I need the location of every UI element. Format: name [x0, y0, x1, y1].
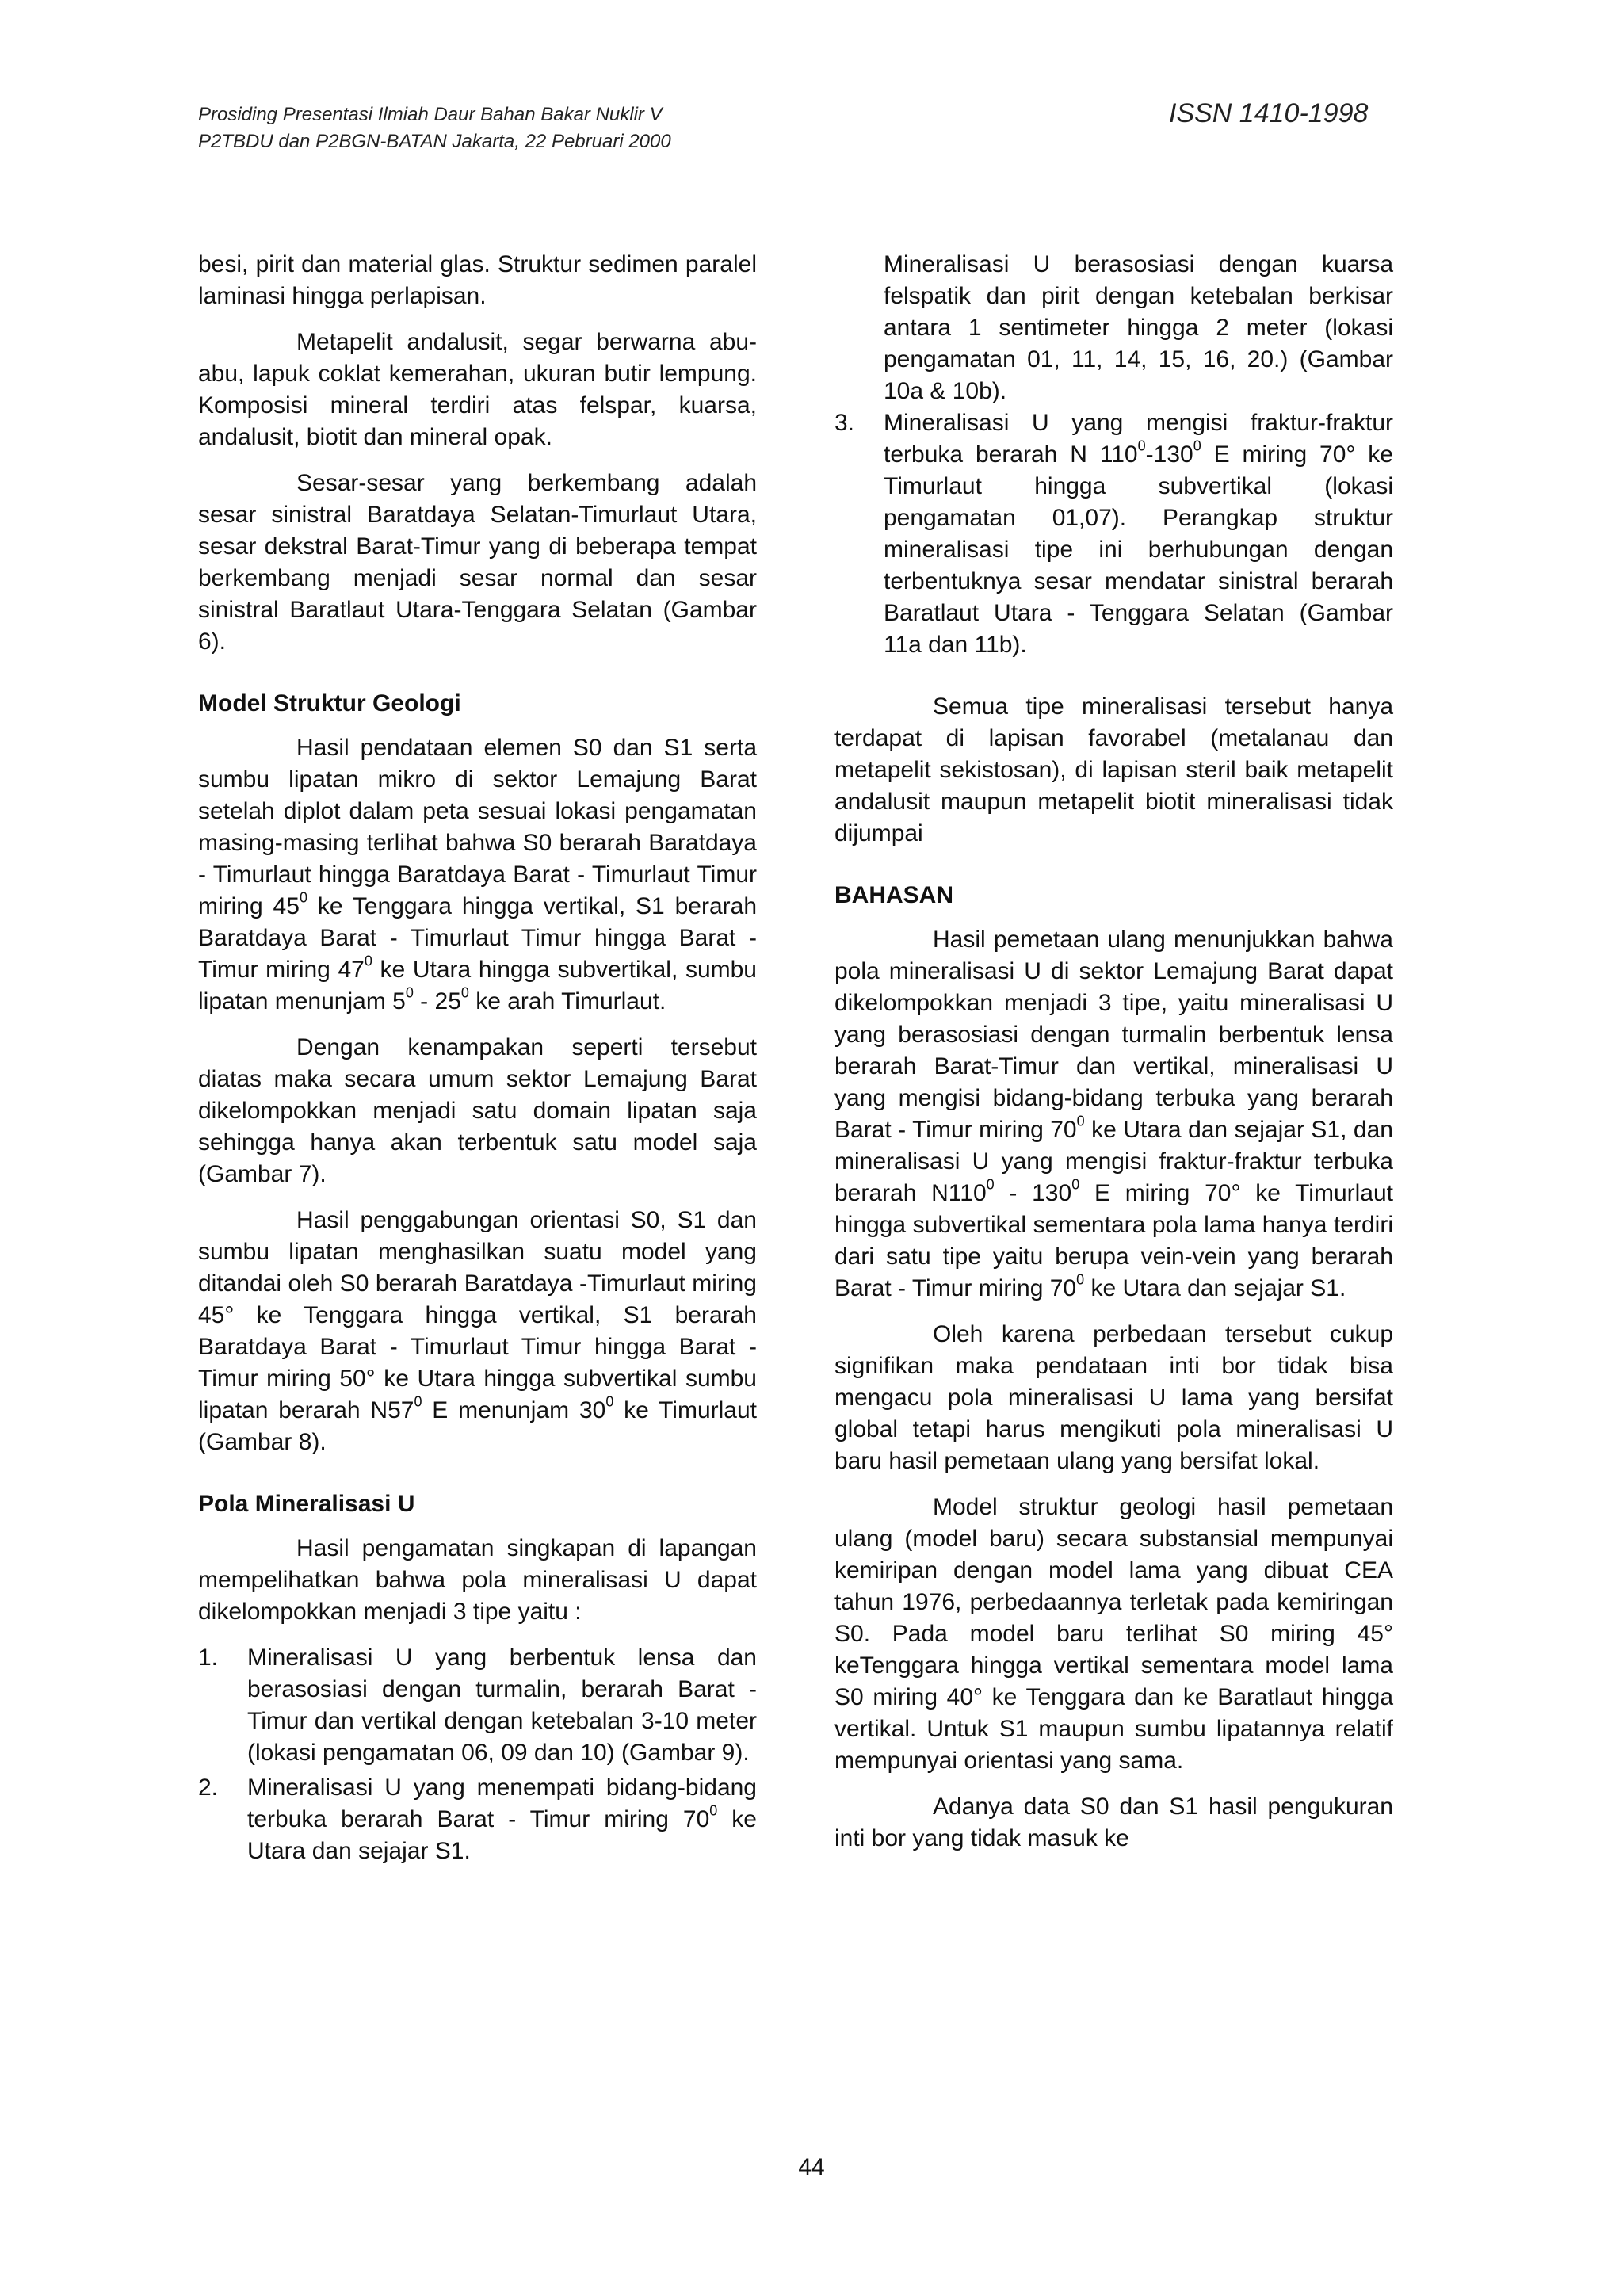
superscript: 0: [709, 1802, 718, 1819]
section-heading: BAHASAN: [834, 882, 953, 908]
superscript: 0: [1137, 437, 1146, 454]
list-number: 1.: [198, 1645, 219, 1671]
superscript: 0: [299, 889, 307, 906]
paragraph: Model struktur geologi hasil pemetaan ulang (model baru) secara substansial mempunyai kemiripan dengan model lama yang dibuat CEA tahun 1976, perbedaannya terletak pada kemiringan S0. Pada model baru terlihat S0 miring 45° keTenggara hingga vertikal sementara model lama S0 miring 40° ke Tenggara dan ke Baratlaut hingga vertikal. Untuk S1 maupun sumbu lipatannya relatif mempunyai orientasi yang sama.: [834, 1494, 1393, 1774]
page-number: 44: [798, 2154, 825, 2180]
paragraph: [834, 924, 1393, 1305]
paragraph: Hasil pengamatan singkapan di lapangan mempelihatkan bahwa pola mineralisasi U dapat dikelompokkan menjadi 3 tipe yaitu :: [198, 1535, 757, 1625]
text-run: Hasil pemetaan ulang menunjukkan bahwa pola mineralisasi U di sektor Lemajung Barat dapat dikelompokkan menjadi 3 tipe, yaitu mineralisasi U yang berasosiasi dengan turmalin berbentuk lensa berarah Barat-Timur dan vertikal, mineralisasi U yang mengisi bidang-bidang terbuka yang berarah Barat - Timur miring 70: [834, 926, 1393, 1143]
text-run: -130: [1145, 441, 1193, 468]
text-run: ke arah Timurlaut.: [468, 988, 666, 1014]
text-run: ke Utara dan sejajar S1.: [1084, 1275, 1346, 1301]
text-run: ke Utara dan sejajar S1.: [247, 1806, 757, 1864]
superscript: 0: [986, 1176, 995, 1193]
superscript: 0: [605, 1393, 614, 1410]
header-venue-date: P2TBDU dan P2BGN-BATAN Jakarta, 22 Pebruari 2000: [198, 131, 671, 152]
list-item: [198, 1642, 757, 1769]
text-run: Mineralisasi U yang mengisi fraktur-fraktur terbuka berarah N 110: [884, 410, 1393, 468]
paragraph: besi, pirit dan material glas. Struktur sedimen paralel laminasi hingga perlapisan.: [198, 251, 757, 309]
superscript: 0: [1193, 437, 1201, 454]
list-text: [884, 407, 1393, 661]
numbered-list: [198, 1642, 757, 1867]
left-column: [198, 249, 757, 1881]
paragraph: Oleh karena perbedaan tersebut cukup signifikan maka pendataan inti bor tidak bisa mengacu pola mineralisasi U lama yang bersifat global tetapi harus mengikuti pola mineralisasi U baru hasil pemetaan ulang yang bersifat lokal.: [834, 1321, 1393, 1474]
list-number: 3.: [834, 410, 855, 436]
text-run: Mineralisasi U yang menempati bidang-bidang terbuka berarah Barat - Timur miring 70: [247, 1775, 757, 1832]
list-item: [834, 407, 1393, 661]
header-issn: ISSN 1410-1998: [1169, 98, 1369, 128]
text-run: - 130: [994, 1180, 1072, 1206]
paragraph: Adanya data S0 dan S1 hasil pengukuran inti bor yang tidak masuk ke: [834, 1794, 1393, 1851]
list-item: [198, 1772, 757, 1867]
list-item-continuation: Mineralisasi U berasosiasi dengan kuarsa felspatik dan pirit dengan ketebalan berkisar antara 1 sentimeter hingga 2 meter (lokasi pengamatan 01, 11, 14, 15, 16, 20.) (Gambar 10a & 10b).: [884, 251, 1393, 404]
running-header: [198, 101, 671, 155]
paragraph: [198, 1205, 757, 1458]
section-heading: Model Struktur Geologi: [198, 690, 461, 716]
section-heading: Pola Mineralisasi U: [198, 1491, 415, 1517]
text-run: Hasil pendataan elemen S0 dan S1 serta sumbu lipatan mikro di sektor Lemajung Barat setelah diplot dalam peta sesuai lokasi pengamatan masing-masing terlihat bahwa S0 berarah Baratdaya - Timurlaut hingga Baratdaya Barat - Timurlaut Timur miring 45: [198, 735, 757, 919]
paragraph: Semua tipe mineralisasi tersebut hanya terdapat di lapisan favorabel (metalanau dan metapelit sekistosan), di lapisan steril baik metapelit andalusit maupun metapelit biotit mineralisasi tidak dijumpai: [834, 693, 1393, 846]
text-run: E miring 70° ke Timurlaut hingga subvertikal (lokasi pengamatan 01,07). Perangkap struktur mineralisasi tipe ini berhubungan dengan terbentuknya sesar mendatar sinistral berarah Baratlaut Utara - Tenggara Selatan (Gambar 11a dan 11b).: [884, 441, 1393, 658]
superscript: 0: [414, 1393, 422, 1410]
text-run: ke Tenggara hingga vertikal, S1 berarah Baratdaya Barat - Timurlaut Timur hingga Barat - Timur miring 47: [198, 893, 758, 983]
superscript: 0: [1076, 1271, 1085, 1288]
right-column: [834, 249, 1393, 1869]
superscript: 0: [460, 984, 469, 1001]
text-run: E miring 70° ke Timurlaut hingga subvertikal sementara pola lama hanya terdiri dari satu tipe yaitu berupa vein-vein yang berarah Barat - Timur miring 70: [834, 1180, 1393, 1301]
text-run: ke Utara hingga subvertikal, sumbu lipatan menunjam 5: [198, 957, 757, 1014]
list-number: 2.: [198, 1775, 219, 1801]
text-run: ke Timurlaut (Gambar 8).: [198, 1397, 758, 1455]
list-text: Mineralisasi U yang berbentuk lensa dan berasosiasi dengan turmalin, berarah Barat - Timur dan vertikal dengan ketebalan 3-10 meter (lokasi pengamatan 06, 09 dan 10) (Gambar 9).: [247, 1645, 757, 1766]
superscript: 0: [405, 984, 414, 1001]
text-run: Hasil penggabungan orientasi S0, S1 dan sumbu lipatan menghasilkan suatu model yang ditandai oleh S0 berarah Baratdaya -Timurlaut miring 45° ke Tenggara hingga vertikal, S1 berarah Baratdaya Barat - Timurlaut Timur hingga Barat -Timur miring 50° ke Utara hingga subvertikal sumbu lipatan berarah N57: [198, 1207, 757, 1423]
text-run: E menunjam 30: [422, 1397, 606, 1423]
text-run: - 25: [413, 988, 461, 1014]
superscript: 0: [1071, 1176, 1080, 1193]
superscript: 0: [1076, 1113, 1085, 1129]
paragraph: Metapelit andalusit, segar berwarna abu-abu, lapuk coklat kemerahan, ukuran butir lempung. Komposisi mineral terdiri atas felspar, kuarsa, andalusit, biotit dan mineral opak.: [198, 329, 757, 450]
paragraph: Sesar-sesar yang berkembang adalah sesar sinistral Baratdaya Selatan-Timurlaut Utara, sesar dekstral Barat-Timur yang di beberapa tempat berkembang menjadi sesar normal dan sesar sinistral Baratlaut Utara-Tenggara Selatan (Gambar 6).: [198, 470, 757, 655]
superscript: 0: [364, 953, 372, 969]
paragraph: [198, 732, 757, 1018]
paragraph: Dengan kenampakan seperti tersebut diatas maka secara umum sektor Lemajung Barat dikelompokkan menjadi satu domain lipatan saja sehingga hanya akan terbentuk satu model saja (Gambar 7).: [198, 1034, 757, 1187]
list-text: [247, 1772, 757, 1867]
numbered-list: [834, 407, 1393, 661]
header-proceedings-title: Prosiding Presentasi Ilmiah Daur Bahan Bakar Nuklir V: [198, 104, 663, 125]
text-run: ke Utara dan sejajar S1, dan mineralisasi U yang mengisi fraktur-fraktur terbuka berarah N110: [834, 1117, 1393, 1206]
